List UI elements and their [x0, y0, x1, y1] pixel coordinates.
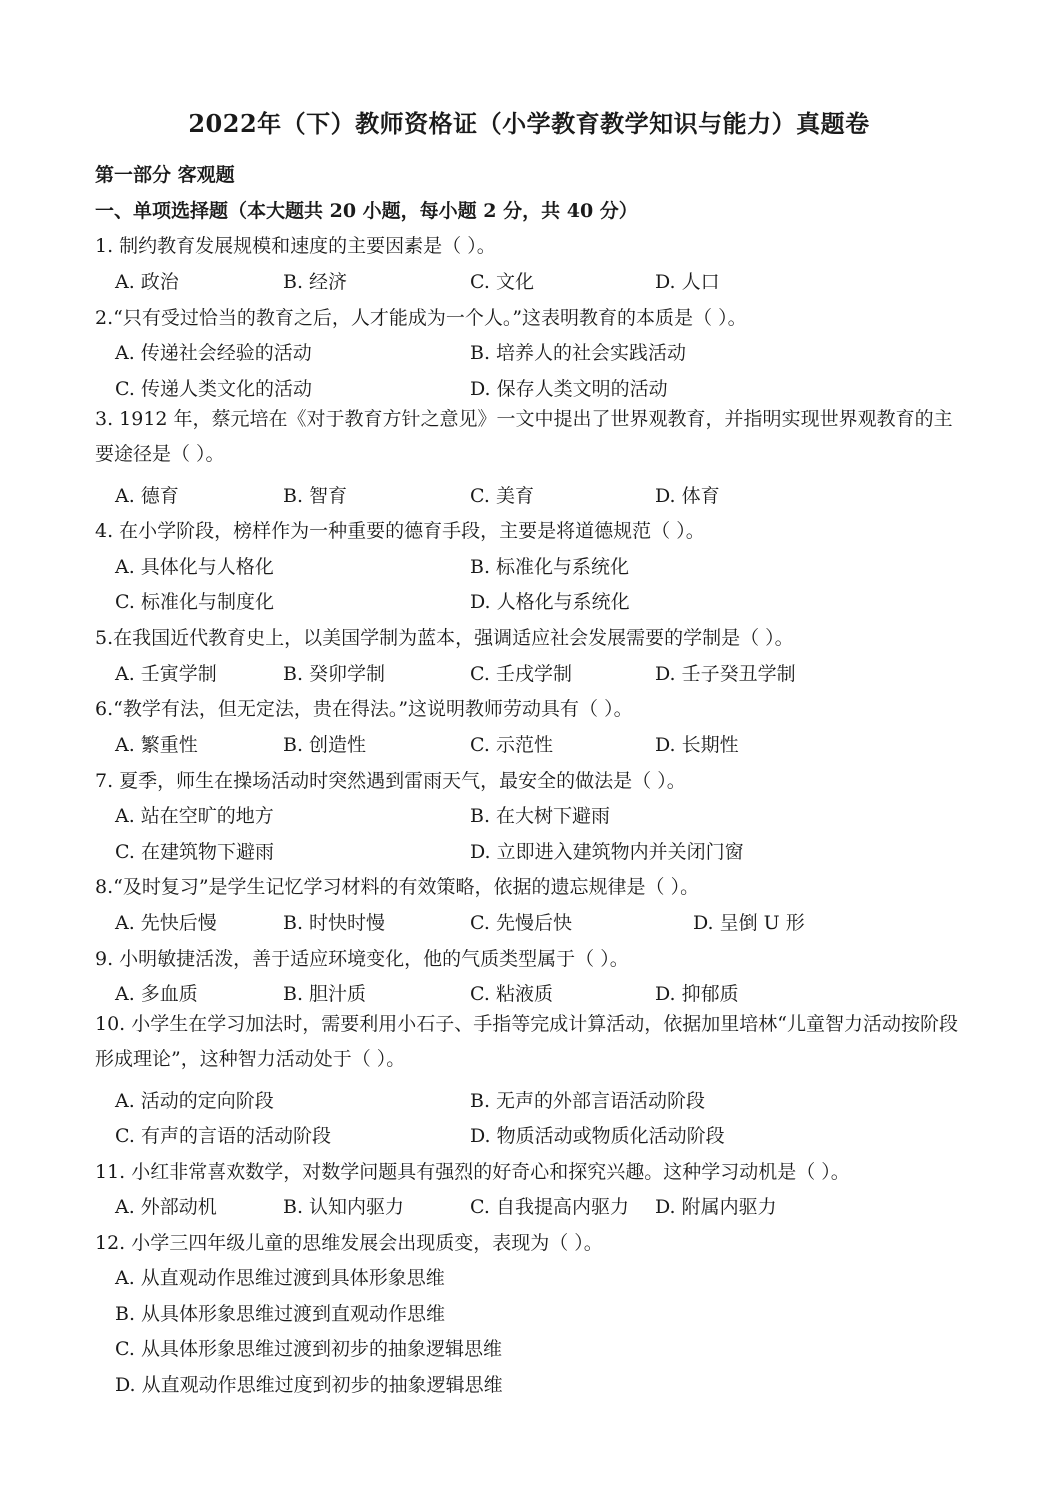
q3-option-d: D. 体育	[655, 485, 720, 507]
question-3: 3. 1912 年，蔡元培在《对于教育方针之意见》一文中提出了世界观教育，并指明实现世界观教育的主要途径是（ ）。	[95, 408, 953, 465]
question-7: 7. 夏季，师生在操场活动时突然遇到雷雨天气，最安全的做法是（ ）。	[95, 770, 686, 792]
question-1: 1. 制约教育发展规模和速度的主要因素是（ ）。	[95, 235, 496, 257]
q9-option-a: A. 多血质	[115, 983, 198, 1005]
q10-option-a: A. 活动的定向阶段	[115, 1090, 274, 1112]
q10-option-d: D. 物质活动或物质化活动阶段	[470, 1125, 725, 1147]
q9-option-c: C. 粘液质	[470, 983, 553, 1005]
q11-option-a: A. 外部动机	[115, 1196, 217, 1218]
q7-option-a: A. 站在空旷的地方	[115, 805, 274, 827]
q12-option-c: C. 从具体形象思维过渡到初步的抽象逻辑思维	[115, 1338, 502, 1360]
q1-option-a: A. 政治	[115, 271, 179, 293]
q12-option-a: A. 从直观动作思维过渡到具体形象思维	[115, 1267, 445, 1289]
question-4: 4. 在小学阶段，榜样作为一种重要的德育手段，主要是将道德规范（ ）。	[95, 520, 705, 542]
q8-option-c: C. 先慢后快	[470, 912, 572, 934]
question-6: 6.“教学有法，但无定法，贵在得法。”这说明教师劳动具有（ ）。	[95, 698, 633, 720]
q6-option-a: A. 繁重性	[115, 734, 198, 756]
question-11: 11. 小红非常喜欢数学，对数学问题具有强烈的好奇心和探究兴趣。这种学习动机是（ ）。	[95, 1161, 850, 1183]
q2-option-b: B. 培养人的社会实践活动	[470, 342, 687, 364]
q3-option-a: A. 德育	[115, 485, 179, 507]
part-heading: 第一部分 客观题	[95, 164, 235, 186]
q4-option-c: C. 标准化与制度化	[115, 591, 274, 613]
page-title: 2022年（下）教师资格证（小学教育教学知识与能力）真题卷	[188, 109, 870, 138]
question-12: 12. 小学三四年级儿童的思维发展会出现质变，表现为（ ）。	[95, 1232, 603, 1254]
q6-option-d: D. 长期性	[655, 734, 739, 756]
q10-option-b: B. 无声的外部言语活动阶段	[470, 1090, 706, 1112]
q8-option-b: B. 时快时慢	[283, 912, 386, 934]
q1-option-b: B. 经济	[283, 271, 348, 293]
question-8: 8.“及时复习”是学生记忆学习材料的有效策略，依据的遗忘规律是（ ）。	[95, 876, 700, 898]
q11-option-c: C. 自我提高内驱力	[470, 1196, 629, 1218]
q8-option-d: D. 呈倒 U 形	[693, 912, 805, 934]
q11-option-b: B. 认知内驱力	[283, 1196, 405, 1218]
q5-option-b: B. 癸卯学制	[283, 663, 386, 685]
question-10: 10. 小学生在学习加法时，需要利用小石子、手指等完成计算活动，依据加里培林“儿童智力活动按阶段形成理论”，这种智力活动处于（ ）。	[95, 1013, 958, 1070]
q8-option-a: A. 先快后慢	[115, 912, 217, 934]
question-2: 2.“只有受过恰当的教育之后，人才能成为一个人。”这表明教育的本质是（ ）。	[95, 307, 747, 329]
q1-option-d: D. 人口	[655, 271, 720, 293]
question-5: 5.在我国近代教育史上，以美国学制为蓝本，强调适应社会发展需要的学制是（ ）。	[95, 627, 794, 649]
q2-option-a: A. 传递社会经验的活动	[115, 342, 312, 364]
section-heading: 一、单项选择题（本大题共 20 小题，每小题 2 分，共 40 分）	[95, 200, 638, 222]
q4-option-d: D. 人格化与系统化	[470, 591, 630, 613]
q3-option-c: C. 美育	[470, 485, 534, 507]
q7-option-d: D. 立即进入建筑物内并关闭门窗	[470, 841, 744, 863]
q5-option-c: C. 壬戌学制	[470, 663, 572, 685]
q12-option-d: D. 从直观动作思维过度到初步的抽象逻辑思维	[115, 1374, 503, 1396]
q1-option-c: C. 文化	[470, 271, 534, 293]
q2-option-d: D. 保存人类文明的活动	[470, 378, 668, 400]
q5-option-d: D. 壬子癸丑学制	[655, 663, 796, 685]
q12-option-b: B. 从具体形象思维过渡到直观动作思维	[115, 1303, 446, 1325]
q7-option-b: B. 在大树下避雨	[470, 805, 611, 827]
q7-option-c: C. 在建筑物下避雨	[115, 841, 274, 863]
q3-option-b: B. 智育	[283, 485, 348, 507]
q11-option-d: D. 附属内驱力	[655, 1196, 777, 1218]
q4-option-a: A. 具体化与人格化	[115, 556, 274, 578]
question-9: 9. 小明敏捷活泼，善于适应环境变化，他的气质类型属于（ ）。	[95, 948, 629, 970]
q2-option-c: C. 传递人类文化的活动	[115, 378, 312, 400]
q5-option-a: A. 壬寅学制	[115, 663, 217, 685]
q9-option-d: D. 抑郁质	[655, 983, 739, 1005]
q10-option-c: C. 有声的言语的活动阶段	[115, 1125, 331, 1147]
q4-option-b: B. 标准化与系统化	[470, 556, 630, 578]
q9-option-b: B. 胆汁质	[283, 983, 367, 1005]
q6-option-c: C. 示范性	[470, 734, 553, 756]
q6-option-b: B. 创造性	[283, 734, 367, 756]
